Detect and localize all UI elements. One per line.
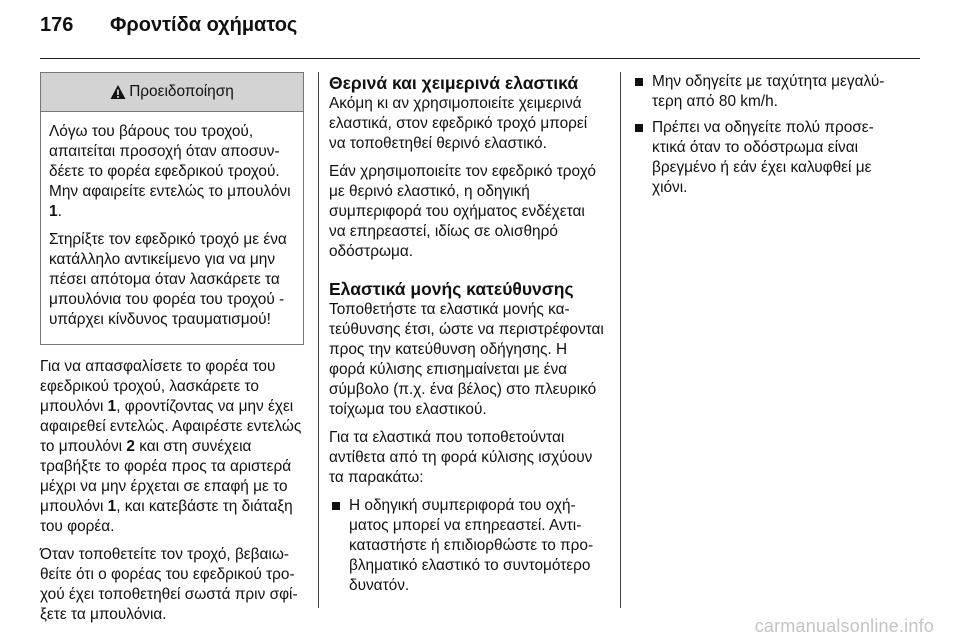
ref-number: 1 [107, 398, 117, 415]
ref-number: 2 [126, 438, 135, 455]
page-title: Φροντίδα οχήματος [110, 14, 298, 36]
warning-body [41, 112, 303, 344]
warning-title: Προειδοποίηση [129, 83, 234, 100]
watermark: carmanualsonline.info [754, 616, 934, 636]
warning-header [41, 73, 303, 112]
column-3 [632, 72, 900, 206]
paragraph: Ακόμη κι αν χρησιμοποιείτε χειμερινά ελαστικά, στον εφεδρικό τροχό μπορεί να τοποθετηθεί θερινό ελαστικό. [329, 95, 588, 152]
header-rule [40, 58, 920, 59]
list-item: Μην οδηγείτε με ταχύτητα μεγαλύτερη από 80 km/h. [632, 72, 900, 112]
section-heading: Θερινά και χειμερινά ελαστικά [329, 73, 579, 93]
column-divider [620, 72, 621, 608]
bullet-list [329, 496, 605, 596]
ref-number: 1 [49, 203, 58, 220]
paragraph: Για να απασφαλίσετε το φορέα του εφεδρικού τροχού, λασκάρετε το μπουλόνι 1, φροντίζοντας να μην έχει αφαιρεθεί εντελώς. Αφαιρέστε εντελώς το μπουλόνι 2 και στη συνέχεια τραβήξτε το φορέα προς τα αριστερά μέχρι να μην έρχεται σε επαφή με το μπουλόνι 1, και κατεβάστε τη διάταξη του φορέα. [40, 358, 302, 535]
warning-box [40, 72, 304, 345]
bullet-list [632, 72, 900, 198]
warning-icon [110, 84, 126, 100]
page-number: 176 [40, 14, 74, 36]
list-item: Πρέπει να οδηγείτε πολύ προσεκτικά όταν το οδόστρωμα είναι βρεγμένο ή εάν έχει καλυφθεί με χιόνι. [632, 118, 900, 198]
column-2 [329, 72, 605, 604]
page-header [40, 14, 297, 48]
paragraph: Τοποθετήστε τα ελαστικά μονής κατεύθυνσης έτσι, ώστε να περιστρέφονται προς την κατεύθυνση οδήγησης. Η φορά κύλισης επισημαίνεται με ένα σύμβολο (π.χ. ένα βέλος) στο πλευρικό τοίχωμα του ελαστικού. [329, 301, 604, 418]
paragraph: Για τα ελαστικά που τοποθετούνται αντίθετα από τη φορά κύλισης ισχύουν τα παρακάτω: [329, 429, 593, 486]
paragraph: Εάν χρησιμοποιείτε τον εφεδρικό τροχό με θερινό ελαστικό, η οδηγική συμπεριφορά του οχήματος ενδέχεται να επηρεαστεί, ιδίως σε ολισθηρό οδόστρωμα. [329, 163, 596, 260]
warning-paragraph-1: Λόγω του βάρους του τροχού, απαιτείται προσοχή όταν αποσυνδέετε το φορέα εφεδρικού τροχού. Μην αφαιρείτε εντελώς το μπουλόνι 1. [49, 123, 291, 220]
column-divider [318, 72, 319, 608]
list-item: Η οδηγική συμπεριφορά του οχήματος μπορεί να επηρεαστεί. Αντικαταστήστε ή επιδιορθώστε το προβληματικό ελαστικό το συντομότερο δυνατόν. [329, 496, 605, 596]
column-1 [40, 72, 304, 633]
ref-number: 1 [107, 498, 117, 515]
paragraph: Όταν τοποθετείτε τον τροχό, βεβαιωθείτε ότι ο φορέας του εφεδρικού τροχού έχει τοποθετηθεί σωστά πριν σφίξετε τα μπουλόνια. [40, 546, 298, 623]
section-heading: Ελαστικά μονής κατεύθυνσης [329, 279, 574, 299]
warning-paragraph-2: Στηρίξτε τον εφεδρικό τροχό με ένα κατάλληλο αντικείμενο για να μην πέσει απότομα όταν λασκάρετε τα μπουλόνια του φορέα του τροχού - υπάρχει κίνδυνος τραυματισμού! [49, 231, 287, 328]
